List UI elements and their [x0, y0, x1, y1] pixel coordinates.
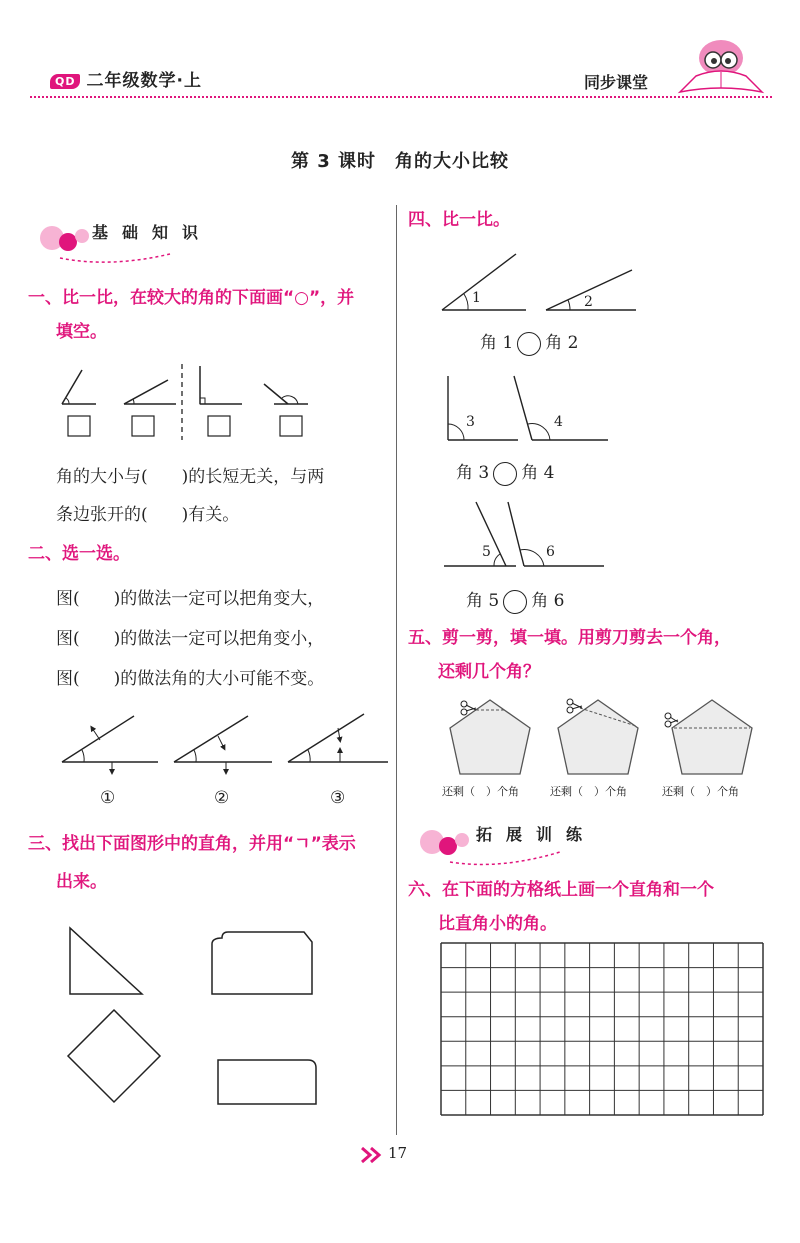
- q4-right-label: 角 4: [521, 463, 555, 483]
- q2-line2: 图( )的做法一定可以把角变小，: [56, 629, 325, 649]
- q6-title-line1: 六、在下面的方格纸上画一个直角和一个: [408, 880, 714, 900]
- book-title: 二年级数学·上: [86, 71, 202, 91]
- q1-angle-figures: [56, 362, 316, 442]
- lesson-title: 第 3 课时 角的大小比较: [290, 151, 510, 172]
- q1-fill-line1: 角的大小与( )的长短无关，与两: [56, 467, 325, 487]
- q4-left-label: 角 1: [480, 333, 514, 353]
- q5-pentagons: [446, 696, 766, 780]
- q2-label-1: ①: [100, 788, 116, 808]
- cut-rectangle-2: [218, 1060, 316, 1104]
- q4-angles-pair1: [440, 248, 640, 318]
- q4-angle-num-4: 4: [554, 414, 563, 430]
- q3-shapes: [60, 920, 340, 1110]
- cut-rectangle-1: [212, 932, 312, 994]
- q4-angles-pair2: [444, 374, 614, 446]
- section-badge-extend: 拓展训练: [476, 825, 597, 844]
- q4-angle-num-6: 6: [546, 544, 555, 560]
- q2-title: 二、选一选。: [28, 544, 130, 564]
- q4-angles-pair3: [440, 500, 610, 572]
- q5-title-line2: 还剩几个角？: [438, 662, 540, 682]
- q2-line1: 图( )的做法一定可以把角变大，: [56, 589, 325, 609]
- edition-badge: QD: [50, 74, 80, 89]
- column-divider: [396, 205, 397, 1135]
- square-grid-paper[interactable]: [440, 942, 764, 1116]
- q3-title-line2: 出来。: [56, 872, 107, 892]
- scissors-icon: [567, 699, 582, 713]
- q5-caption-3: 还剩（ ）个角: [662, 785, 739, 798]
- q4-left-label: 角 3: [456, 463, 490, 483]
- q1-title-line2: 填空。: [56, 322, 107, 342]
- q5-title-line1: 五、剪一剪，填一填。用剪刀剪去一个角，: [408, 628, 731, 648]
- page-number: 17: [388, 1144, 408, 1162]
- q2-label-2: ②: [214, 788, 230, 808]
- q1-fill-line2: 条边张开的( )有关。: [56, 505, 240, 525]
- q4-right-label: 角 6: [531, 591, 565, 611]
- q3-title-line1: 三、找出下面图形中的直角，并用“ㄱ”表示: [28, 834, 356, 854]
- q5-caption-2: 还剩（ ）个角: [550, 785, 627, 798]
- q4-left-label: 角 5: [466, 591, 500, 611]
- section-badge-basic: 基础知识: [92, 223, 213, 242]
- double-chevron-icon: [360, 1146, 384, 1164]
- compare-circle[interactable]: [517, 332, 541, 356]
- mascot-reading-icon: [676, 36, 766, 98]
- q4-angle-num-2: 2: [584, 294, 593, 310]
- q4-angle-num-1: 1: [472, 290, 481, 306]
- q4-title: 四、比一比。: [408, 210, 510, 230]
- q6-title-line2: 比直角小的角。: [438, 914, 557, 934]
- header-book-title-block: [50, 66, 202, 91]
- diamond-square: [68, 1010, 160, 1102]
- q2-angle-figures: [58, 712, 368, 774]
- q4-right-label: 角 2: [545, 333, 579, 353]
- compare-circle[interactable]: [503, 590, 527, 614]
- q4-compare-1: [480, 328, 578, 356]
- series-name: 同步课堂: [584, 73, 649, 92]
- q2-line3: 图( )的做法角的大小可能不变。: [56, 669, 325, 689]
- q1-title-line1: 一、比一比，在较大的角的下面画“○”，并: [28, 288, 355, 308]
- right-triangle: [70, 928, 142, 994]
- q4-angle-num-3: 3: [466, 414, 475, 430]
- q4-compare-3: [466, 586, 564, 614]
- header-divider: [30, 96, 772, 98]
- q2-label-3: ③: [330, 788, 346, 808]
- q4-angle-num-5: 5: [482, 544, 491, 560]
- q5-caption-1: 还剩（ ）个角: [442, 785, 519, 798]
- compare-circle[interactable]: [493, 462, 517, 486]
- q4-compare-2: [456, 458, 554, 486]
